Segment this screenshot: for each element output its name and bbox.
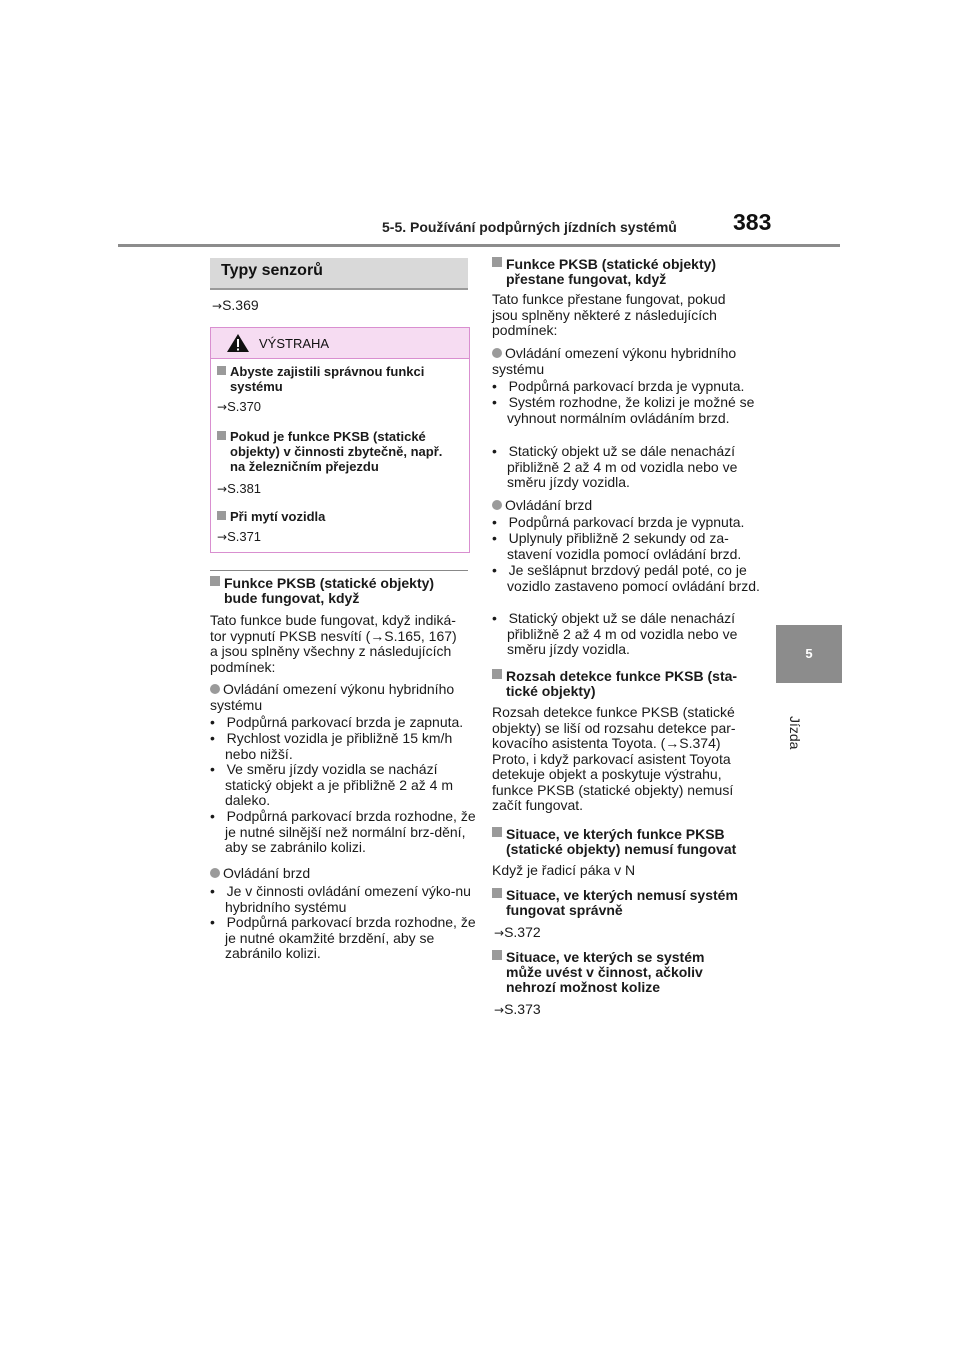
warning-header	[211, 328, 469, 359]
square-bullet-icon	[492, 888, 502, 898]
paragraph: Když je řadicí páka v N	[492, 862, 636, 878]
condition-title: Ovládání omezení výkonu hybridního systému	[492, 345, 737, 377]
square-bullet-icon	[492, 827, 502, 837]
subheading: Funkce PKSB (statické objekty) přestane fungovat, když	[492, 257, 754, 287]
list-item: • Statický objekt už se dále nenachází přibližně 2 až 4 m od vozidla nebo ve směru jízdy vozidla.	[492, 443, 738, 490]
list-item: • Ve směru jízdy vozidla se nachází statický objekt a je přibližně 2 až 4 m daleko.	[210, 761, 453, 808]
square-bullet-icon	[217, 431, 226, 440]
paragraph: Tato funkce přestane fungovat, pokud jsou splněny některé z následujících podmínek:	[492, 291, 726, 338]
page-reference[interactable]: →S.372	[494, 924, 541, 940]
subheading: Rozsah detekce funkce PKSB (sta-tické objekty)	[492, 669, 754, 699]
list-item: • Uplynuly přibližně 2 sekundy od za-stavení vozidla pomocí ovládání brzd.	[492, 530, 742, 562]
list-item: • Systém rozhodne, že kolizi je možné se vyhnout normálním ovládáním brzd.	[492, 394, 755, 426]
list-item: • Podpůrná parkovací brzda rozhodne, že je nutné silnější než normální brz-dění, aby se zabránilo kolizi.	[210, 808, 476, 855]
square-bullet-icon	[210, 576, 220, 586]
condition-title: Ovládání brzd	[492, 498, 754, 514]
circle-bullet-icon	[210, 684, 220, 694]
page-reference[interactable]: →S.373	[494, 1001, 541, 1017]
warning-box	[210, 327, 470, 553]
arrow-right-icon: →	[494, 926, 505, 940]
square-bullet-icon	[217, 366, 226, 375]
header-section-title: 5-5. Používání podpůrných jízdních systémů	[382, 219, 677, 235]
arrow-right-icon: →	[217, 530, 228, 544]
square-bullet-icon	[492, 257, 502, 267]
circle-bullet-icon	[492, 348, 502, 358]
chapter-tab: 5	[776, 625, 842, 683]
warning-item-heading: Abyste zajistili správnou funkci systému	[217, 364, 454, 394]
square-bullet-icon	[492, 950, 502, 960]
list-item: • Je sešlápnut brzdový pedál poté, co je vozidlo zastaveno pomocí ovládání brzd.	[492, 562, 760, 594]
circle-bullet-icon	[210, 868, 220, 878]
section-heading-text: Typy senzorů	[221, 262, 323, 279]
subheading: Situace, ve kterých nemusí systém fungovat správně	[492, 888, 754, 918]
arrow-right-icon: →	[494, 1003, 505, 1017]
subheading: Situace, ve kterých se systém může uvést v činnost, ačkoliv nehrozí možnost kolize	[492, 950, 754, 995]
circle-bullet-icon	[492, 500, 502, 510]
square-bullet-icon	[492, 669, 502, 679]
page-number: 383	[733, 209, 772, 235]
warning-item-reference[interactable]: →S.371	[217, 529, 262, 544]
chapter-label: Jízda	[787, 716, 803, 750]
arrow-right-icon: →	[217, 400, 228, 414]
warning-item-heading: Při mytí vozidla	[217, 509, 454, 524]
warning-item-reference[interactable]: →S.381	[217, 481, 262, 496]
paragraph: Tato funkce bude fungovat, když indiká-tor vypnutí PKSB nesvítí (→S.165, 167) a jsou splněny všechny z následujících podmínek:	[210, 612, 457, 675]
section-heading	[210, 258, 468, 290]
paragraph: Rozsah detekce funkce PKSB (statické objekty) se liší od rozsahu detekce par-kovacího asistenta Toyota. (→S.374) Proto, i když parkovací asistent Toyota detekuje objekt a poskytuje výstrahu, funkce PKSB (statické objekty) nemusí začít fungovat.	[492, 704, 736, 813]
page-reference[interactable]: →S.369	[212, 297, 259, 313]
subheading: Situace, ve kterých funkce PKSB (statické objekty) nemusí fungovat	[492, 827, 754, 857]
condition-title: Ovládání brzd	[210, 866, 468, 882]
arrow-right-icon: →	[217, 482, 228, 496]
list-item: • Je v činnosti ovládání omezení výko-nu hybridního systému	[210, 883, 471, 915]
warning-item-reference[interactable]: →S.370	[217, 399, 262, 414]
list-item: • Podpůrná parkovací brzda je vypnuta.	[492, 514, 745, 530]
square-bullet-icon	[217, 511, 226, 520]
list-item: • Podpůrná parkovací brzda je vypnuta.	[492, 378, 745, 394]
condition-title: Ovládání omezení výkonu hybridního systému	[210, 681, 455, 713]
warning-item-heading: Pokud je funkce PKSB (statické objekty) v činnosti zbytečně, např. na železničním přejezdu	[217, 429, 454, 474]
subheading: Funkce PKSB (statické objekty) bude fungovat, když	[210, 576, 468, 606]
divider	[210, 570, 468, 571]
header-rule	[118, 244, 840, 247]
warning-title: VÝSTRAHA	[259, 336, 330, 351]
list-item: • Podpůrná parkovací brzda rozhodne, že je nutné okamžité brzdění, aby se zabránilo kolizi.	[210, 914, 476, 961]
warning-triangle-icon	[226, 333, 250, 353]
list-item: • Podpůrná parkovací brzda je zapnuta.	[210, 714, 464, 730]
list-item: • Statický objekt už se dále nenachází přibližně 2 až 4 m od vozidla nebo ve směru jízdy vozidla.	[492, 610, 738, 657]
arrow-right-icon: →	[212, 299, 223, 313]
list-item: • Rychlost vozidla je přibližně 15 km/h nebo nižší.	[210, 730, 453, 762]
